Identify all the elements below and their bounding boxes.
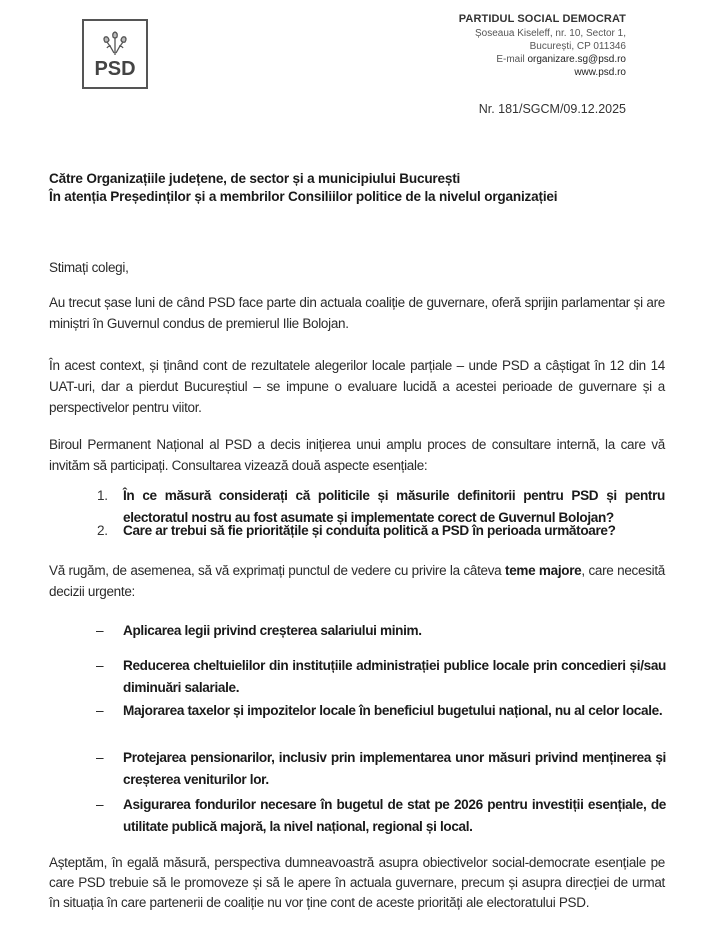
address-line-1: Șoseaua Kiseleff, nr. 10, Sector 1,: [474, 28, 626, 39]
paragraph-4-text: Vă rugăm, de asemenea, să vă exprimați punctul de vedere cu privire la câteva: [49, 563, 505, 578]
email-row: [459, 53, 626, 66]
email-label: E-mail: [496, 54, 525, 65]
question-number: 2.: [97, 523, 108, 538]
question-text: În ce măsură considerați că politicile și măsurile definitorii pentru PSD și pentru electoratul nostru au fost asumate și implementate corect de Guvernul Bolojan?: [123, 488, 665, 525]
dash-bullet: –: [96, 623, 104, 638]
logo-text: PSD: [94, 58, 136, 80]
paragraph-2: În acest context, și ținând cont de rezultatele alegerilor locale parțiale – unde PSD a câștigat în 12 din 14 UAT-uri, dar a pierdut Bucureștiul – se impune o evaluare lucidă a acestei perioade de guvernare și a perspectivelor pentru viitor.: [49, 358, 665, 415]
topic-text: Aplicarea legii privind creșterea salariului minim.: [123, 623, 422, 638]
document-number: Nr. 181/SGCM/09.12.2025: [478, 102, 626, 116]
topic-text: Majorarea taxelor și impozitelor locale în beneficiul bugetului național, nu al celor locale.: [123, 703, 663, 718]
paragraph-5: Așteptăm, în egală măsură, perspectiva dumneavoastră asupra obiectivelor social-democrate esențiale pe care PSD trebuie să le promoveze și să le apere în actuala guvernare, precum și asupra direcției de urmat în situația în care partenerii de coaliție nu vor ține cont de aceste priorități ale electoratului PSD.: [49, 855, 665, 910]
topic-text: Protejarea pensionarilor, inclusiv prin implementarea unor măsuri privind menținerea și creșterea veniturilor lor.: [123, 750, 666, 787]
paragraph-4: [49, 560, 665, 602]
email-link[interactable]: organizare.sg@psd.ro: [527, 54, 626, 65]
website-link[interactable]: www.psd.ro: [574, 67, 626, 78]
dash-bullet: –: [96, 703, 104, 718]
topic-item: [96, 700, 666, 722]
recipients: [49, 170, 557, 206]
paragraph-4-tail: , care necesită decizii urgente:: [49, 563, 665, 599]
party-name: PARTIDUL SOCIAL DEMOCRAT: [458, 13, 626, 25]
paragraph-3: Biroul Permanent Național al PSD a decis inițierea unui amplu proces de consultare internă, la care vă invităm să participați. Consultarea vizează două aspecte esențiale:: [49, 437, 665, 473]
dash-bullet: –: [96, 658, 104, 673]
recipients-line-2: În atenția Președinților și a membrilor Consiliilor politice de la nivelul organizației: [49, 189, 558, 204]
greeting: Stimați colegi,: [49, 260, 129, 275]
address-line-2: București, CP 011346: [529, 41, 626, 52]
question-text: Care ar trebui să fie prioritățile și conduita politică a PSD în perioada următoare?: [123, 523, 616, 538]
dash-bullet: –: [96, 797, 104, 812]
dash-bullet: –: [96, 750, 104, 765]
topic-item: [96, 747, 666, 791]
letterhead: [459, 13, 626, 79]
paragraph-1: Au trecut șase luni de când PSD face parte din actuala coaliție de guvernare, oferă sprijin parlamentar și are miniștri în Guvernul condus de premierul Ilie Bolojan.: [49, 295, 665, 331]
topic-text: Reducerea cheltuielilor din instituțiile administrației publice locale prin concedieri și/sau diminuări salariale.: [123, 658, 666, 695]
question-number: 1.: [97, 488, 108, 503]
topic-item: [96, 620, 666, 642]
topic-text: Asigurarea fondurilor necesare în bugetul de stat pe 2026 pentru investiții esențiale, de utilitate publică majoră, la nivel național, regional și local.: [123, 797, 666, 834]
paragraph-4-emphasis: teme majore: [505, 563, 582, 578]
topic-item: [96, 655, 666, 699]
roses-icon: [98, 29, 132, 59]
topic-item: [96, 794, 666, 838]
psd-logo: [82, 19, 148, 89]
question-item: [99, 520, 665, 542]
recipients-line-1: Către Organizațiile județene, de sector și a municipiului București: [49, 171, 461, 186]
